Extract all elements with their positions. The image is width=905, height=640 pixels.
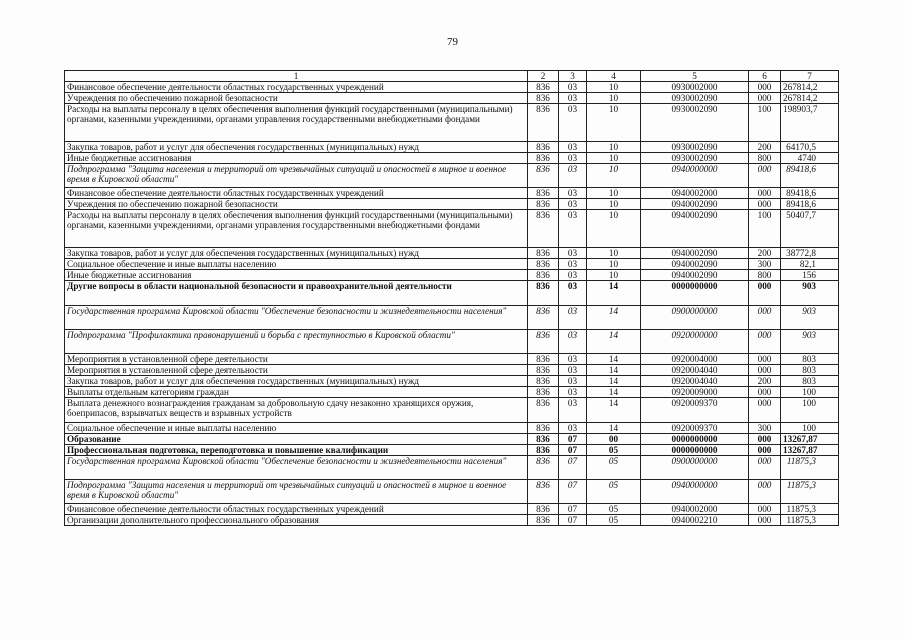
amount-cell: 89418,6 (781, 164, 839, 188)
subsection-code-cell: 14 (587, 306, 641, 330)
subsection-code-cell: 14 (587, 398, 641, 423)
amount-cell: 100 (781, 423, 839, 434)
section-code-cell: 03 (559, 354, 587, 365)
table-row (65, 387, 839, 398)
row-name-cell: Профессиональная подготовка, переподготовка и повышение квалификации (65, 445, 528, 456)
ministry-code-cell: 836 (528, 354, 559, 365)
target-article-cell: 0920009370 (641, 423, 749, 434)
table-row (65, 306, 839, 330)
section-code-cell: 03 (559, 248, 587, 259)
target-article-cell: 0940002090 (641, 270, 749, 281)
section-code-cell: 03 (559, 365, 587, 376)
target-article-cell: 0940000000 (641, 164, 749, 188)
subsection-code-cell: 05 (587, 480, 641, 504)
section-code-cell: 03 (559, 270, 587, 281)
subsection-code-cell: 14 (587, 281, 641, 306)
row-name-cell: Финансовое обеспечение деятельности областных государственных учреждений (65, 504, 528, 515)
table-row (65, 248, 839, 259)
section-code-cell: 03 (559, 104, 587, 142)
ministry-code-cell: 836 (528, 398, 559, 423)
target-article-cell: 0900000000 (641, 456, 749, 480)
target-article-cell: 0920004040 (641, 365, 749, 376)
row-name-cell: Социальное обеспечение и иные выплаты населению (65, 423, 528, 434)
expense-type-cell: 100 (749, 210, 781, 248)
ministry-code-cell: 836 (528, 480, 559, 504)
section-code-cell: 03 (559, 376, 587, 387)
section-code-cell: 07 (559, 445, 587, 456)
row-name-cell: Иные бюджетные ассигнования (65, 270, 528, 281)
column-header: 2 (528, 71, 559, 82)
subsection-code-cell: 10 (587, 210, 641, 248)
row-name-cell: Подпрограмма "Защита населения и территорий от чрезвычайных ситуаций и опасностей в мирное и военное время в Кировской области" (65, 480, 528, 504)
expense-type-cell: 300 (749, 259, 781, 270)
subsection-code-cell: 14 (587, 387, 641, 398)
column-header: 1 (65, 71, 528, 82)
table-row (65, 93, 839, 104)
ministry-code-cell: 836 (528, 376, 559, 387)
ministry-code-cell: 836 (528, 330, 559, 354)
target-article-cell: 0930002090 (641, 104, 749, 142)
column-number-row (65, 71, 839, 82)
expense-type-cell: 000 (749, 387, 781, 398)
table-row (65, 188, 839, 199)
table-row (65, 330, 839, 354)
subsection-code-cell: 10 (587, 188, 641, 199)
amount-cell: 100 (781, 398, 839, 423)
expense-type-cell: 000 (749, 330, 781, 354)
column-header: 7 (781, 71, 839, 82)
amount-cell: 13267,87 (781, 434, 839, 445)
expense-type-cell: 000 (749, 515, 781, 526)
row-name-cell: Мероприятия в установленной сфере деятельности (65, 354, 528, 365)
section-code-cell: 03 (559, 153, 587, 164)
target-article-cell: 0920009000 (641, 387, 749, 398)
column-header: 6 (749, 71, 781, 82)
expense-type-cell: 000 (749, 480, 781, 504)
amount-cell: 11875,3 (781, 480, 839, 504)
table-row (65, 515, 839, 526)
amount-cell: 156 (781, 270, 839, 281)
expense-type-cell: 000 (749, 434, 781, 445)
expense-type-cell: 000 (749, 354, 781, 365)
ministry-code-cell: 836 (528, 456, 559, 480)
subsection-code-cell: 10 (587, 259, 641, 270)
ministry-code-cell: 836 (528, 434, 559, 445)
table-row (65, 104, 839, 142)
target-article-cell: 0900000000 (641, 306, 749, 330)
target-article-cell: 0920000000 (641, 330, 749, 354)
target-article-cell: 0940002000 (641, 188, 749, 199)
table-row (65, 504, 839, 515)
subsection-code-cell: 10 (587, 199, 641, 210)
expense-type-cell: 000 (749, 188, 781, 199)
ministry-code-cell: 836 (528, 188, 559, 199)
target-article-cell: 0000000000 (641, 434, 749, 445)
column-header: 5 (641, 71, 749, 82)
row-name-cell: Выплаты отдельным категориям граждан (65, 387, 528, 398)
target-article-cell: 0930002090 (641, 142, 749, 153)
table-row (65, 199, 839, 210)
section-code-cell: 07 (559, 434, 587, 445)
ministry-code-cell: 836 (528, 365, 559, 376)
subsection-code-cell: 10 (587, 270, 641, 281)
ministry-code-cell: 836 (528, 423, 559, 434)
ministry-code-cell: 836 (528, 259, 559, 270)
table-row (65, 142, 839, 153)
table-row (65, 480, 839, 504)
subsection-code-cell: 14 (587, 376, 641, 387)
row-name-cell: Расходы на выплаты персоналу в целях обеспечения выполнения функций государственными (муниципальными) органами, казенными учреждениями, органами управления государственными внебюджетными фондами (65, 210, 528, 248)
target-article-cell: 0940000000 (641, 480, 749, 504)
amount-cell: 82,1 (781, 259, 839, 270)
table-row (65, 445, 839, 456)
ministry-code-cell: 836 (528, 270, 559, 281)
table-row (65, 270, 839, 281)
amount-cell: 89418,6 (781, 199, 839, 210)
section-code-cell: 03 (559, 259, 587, 270)
row-name-cell: Учреждения по обеспечению пожарной безопасности (65, 93, 528, 104)
amount-cell: 903 (781, 306, 839, 330)
ministry-code-cell: 836 (528, 199, 559, 210)
table-row (65, 423, 839, 434)
table-row (65, 376, 839, 387)
row-name-cell: Закупка товаров, работ и услуг для обеспечения государственных (муниципальных) нужд (65, 142, 528, 153)
table-row (65, 210, 839, 248)
expense-type-cell: 000 (749, 398, 781, 423)
subsection-code-cell: 10 (587, 104, 641, 142)
table-row (65, 281, 839, 306)
row-name-cell: Образование (65, 434, 528, 445)
section-code-cell: 03 (559, 398, 587, 423)
subsection-code-cell: 05 (587, 445, 641, 456)
target-article-cell: 0940002000 (641, 504, 749, 515)
ministry-code-cell: 836 (528, 281, 559, 306)
subsection-code-cell: 14 (587, 354, 641, 365)
section-code-cell: 03 (559, 164, 587, 188)
ministry-code-cell: 836 (528, 504, 559, 515)
section-code-cell: 03 (559, 330, 587, 354)
row-name-cell: Закупка товаров, работ и услуг для обеспечения государственных (муниципальных) нужд (65, 376, 528, 387)
target-article-cell: 0940002210 (641, 515, 749, 526)
row-name-cell: Расходы на выплаты персоналу в целях обеспечения выполнения функций государственными (муниципальными) органами, казенными учреждениями, органами управления государственными внебюджетными фондами (65, 104, 528, 142)
table-row (65, 82, 839, 93)
table-row (65, 153, 839, 164)
target-article-cell: 0940002090 (641, 199, 749, 210)
target-article-cell: 0000000000 (641, 445, 749, 456)
expense-type-cell: 000 (749, 164, 781, 188)
section-code-cell: 03 (559, 142, 587, 153)
amount-cell: 803 (781, 365, 839, 376)
subsection-code-cell: 05 (587, 504, 641, 515)
amount-cell: 11875,3 (781, 504, 839, 515)
expense-type-cell: 000 (749, 445, 781, 456)
expense-type-cell: 000 (749, 306, 781, 330)
subsection-code-cell: 05 (587, 515, 641, 526)
target-article-cell: 0920004000 (641, 354, 749, 365)
subsection-code-cell: 14 (587, 330, 641, 354)
section-code-cell: 07 (559, 515, 587, 526)
target-article-cell: 0000000000 (641, 281, 749, 306)
amount-cell: 13267,87 (781, 445, 839, 456)
expense-type-cell: 000 (749, 365, 781, 376)
expense-type-cell: 000 (749, 93, 781, 104)
expense-type-cell: 800 (749, 270, 781, 281)
section-code-cell: 03 (559, 387, 587, 398)
subsection-code-cell: 10 (587, 248, 641, 259)
subsection-code-cell: 10 (587, 164, 641, 188)
table-row (65, 434, 839, 445)
subsection-code-cell: 14 (587, 365, 641, 376)
expense-type-cell: 000 (749, 82, 781, 93)
amount-cell: 64170,5 (781, 142, 839, 153)
ministry-code-cell: 836 (528, 153, 559, 164)
subsection-code-cell: 00 (587, 434, 641, 445)
ministry-code-cell: 836 (528, 164, 559, 188)
amount-cell: 89418,6 (781, 188, 839, 199)
ministry-code-cell: 836 (528, 515, 559, 526)
table-row (65, 354, 839, 365)
amount-cell: 11875,3 (781, 456, 839, 480)
target-article-cell: 0930002000 (641, 82, 749, 93)
section-code-cell: 07 (559, 504, 587, 515)
ministry-code-cell: 836 (528, 306, 559, 330)
section-code-cell: 03 (559, 188, 587, 199)
expense-type-cell: 000 (749, 456, 781, 480)
subsection-code-cell: 14 (587, 423, 641, 434)
row-name-cell: Подпрограмма "Защита населения и территорий от чрезвычайных ситуаций и опасностей в мирное и военное время в Кировской области" (65, 164, 528, 188)
subsection-code-cell: 10 (587, 142, 641, 153)
amount-cell: 903 (781, 330, 839, 354)
amount-cell: 267814,2 (781, 82, 839, 93)
row-name-cell: Учреждения по обеспечению пожарной безопасности (65, 199, 528, 210)
row-name-cell: Государственная программа Кировской области "Обеспечение безопасности и жизнедеятельности населения" (65, 456, 528, 480)
expense-type-cell: 000 (749, 504, 781, 515)
amount-cell: 267814,2 (781, 93, 839, 104)
row-name-cell: Финансовое обеспечение деятельности областных государственных учреждений (65, 82, 528, 93)
section-code-cell: 03 (559, 82, 587, 93)
ministry-code-cell: 836 (528, 82, 559, 93)
section-code-cell: 03 (559, 199, 587, 210)
target-article-cell: 0920004040 (641, 376, 749, 387)
subsection-code-cell: 10 (587, 93, 641, 104)
page-number: 79 (447, 36, 458, 48)
subsection-code-cell: 05 (587, 456, 641, 480)
subsection-code-cell: 10 (587, 82, 641, 93)
expense-type-cell: 200 (749, 376, 781, 387)
row-name-cell: Выплата денежного вознаграждения гражданам за добровольную сдачу незаконно хранящихся оружия, боеприпасов, взрывчатых веществ и взрывных устройств (65, 398, 528, 423)
table-row (65, 398, 839, 423)
expense-type-cell: 800 (749, 153, 781, 164)
table-row (65, 456, 839, 480)
expense-type-cell: 300 (749, 423, 781, 434)
section-code-cell: 03 (559, 306, 587, 330)
expense-type-cell: 000 (749, 281, 781, 306)
column-header: 4 (587, 71, 641, 82)
target-article-cell: 0940002090 (641, 210, 749, 248)
table-body (65, 82, 839, 526)
amount-cell: 803 (781, 376, 839, 387)
expense-type-cell: 100 (749, 104, 781, 142)
target-article-cell: 0940002090 (641, 248, 749, 259)
row-name-cell: Государственная программа Кировской области "Обеспечение безопасности и жизнедеятельности населения" (65, 306, 528, 330)
ministry-code-cell: 836 (528, 104, 559, 142)
table-row (65, 259, 839, 270)
row-name-cell: Подпрограмма "Профилактика правонарушений и борьба с преступностью в Кировской области" (65, 330, 528, 354)
row-name-cell: Мероприятия в установленной сфере деятельности (65, 365, 528, 376)
expense-type-cell: 000 (749, 199, 781, 210)
amount-cell: 4740 (781, 153, 839, 164)
amount-cell: 903 (781, 281, 839, 306)
ministry-code-cell: 836 (528, 445, 559, 456)
row-name-cell: Организации дополнительного профессионального образования (65, 515, 528, 526)
expense-type-cell: 200 (749, 142, 781, 153)
section-code-cell: 07 (559, 456, 587, 480)
ministry-code-cell: 836 (528, 248, 559, 259)
column-header: 3 (559, 71, 587, 82)
section-code-cell: 03 (559, 210, 587, 248)
table-row (65, 365, 839, 376)
expense-type-cell: 200 (749, 248, 781, 259)
section-code-cell: 03 (559, 281, 587, 306)
row-name-cell: Социальное обеспечение и иные выплаты населению (65, 259, 528, 270)
target-article-cell: 0920009370 (641, 398, 749, 423)
ministry-code-cell: 836 (528, 93, 559, 104)
section-code-cell: 03 (559, 93, 587, 104)
amount-cell: 38772,8 (781, 248, 839, 259)
amount-cell: 803 (781, 354, 839, 365)
amount-cell: 100 (781, 387, 839, 398)
target-article-cell: 0940002090 (641, 259, 749, 270)
subsection-code-cell: 10 (587, 153, 641, 164)
row-name-cell: Закупка товаров, работ и услуг для обеспечения государственных (муниципальных) нужд (65, 248, 528, 259)
section-code-cell: 07 (559, 480, 587, 504)
target-article-cell: 0930002090 (641, 153, 749, 164)
ministry-code-cell: 836 (528, 210, 559, 248)
amount-cell: 11875,3 (781, 515, 839, 526)
amount-cell: 50407,7 (781, 210, 839, 248)
row-name-cell: Финансовое обеспечение деятельности областных государственных учреждений (65, 188, 528, 199)
amount-cell: 198903,7 (781, 104, 839, 142)
section-code-cell: 03 (559, 423, 587, 434)
budget-table (64, 70, 839, 526)
row-name-cell: Другие вопросы в области национальной безопасности и правоохранительной деятельности (65, 281, 528, 306)
table-row (65, 164, 839, 188)
ministry-code-cell: 836 (528, 387, 559, 398)
ministry-code-cell: 836 (528, 142, 559, 153)
row-name-cell: Иные бюджетные ассигнования (65, 153, 528, 164)
target-article-cell: 0930002090 (641, 93, 749, 104)
